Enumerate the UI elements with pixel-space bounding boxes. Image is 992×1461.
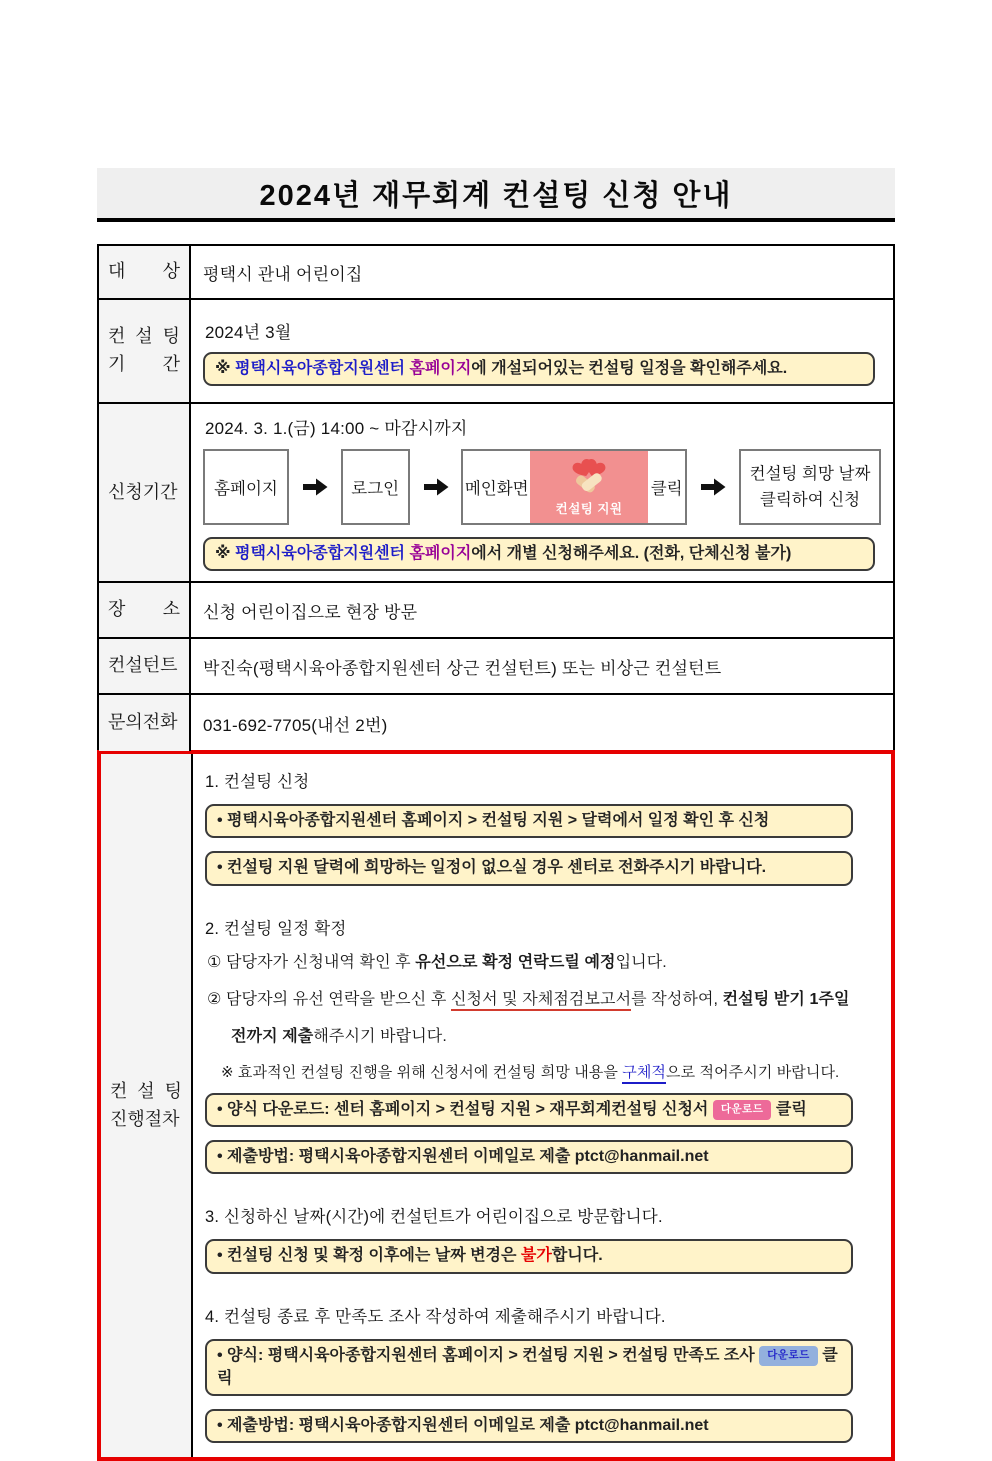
center-name: 평택시육아종합지원센터 xyxy=(235,359,410,377)
row-apply-header xyxy=(99,404,191,581)
procedure-content xyxy=(193,754,891,1457)
procedure-note: • 평택시육아종합지원센터 홈페이지 > 컨설팅 지원 > 달력에서 일정 확인 후 신청 xyxy=(205,804,853,838)
flow-step-label: 홈페이지 xyxy=(214,480,278,498)
flow-step-label: 컨설팅 희망 날짜 xyxy=(749,464,871,483)
row-procedure xyxy=(97,750,895,1461)
consulting-support-panel xyxy=(530,451,648,523)
note-mark: ※ xyxy=(215,359,235,377)
procedure-note-no-change: • 컨설팅 신청 및 확정 이후에는 날짜 변경은 불가합니다. xyxy=(205,1239,853,1273)
apply-datetime: 2024. 3. 1.(금) 14:00 ~ 마감시까지 xyxy=(205,419,468,438)
procedure-note-download: • 양식 다운로드: 센터 홈페이지 > 컨설팅 지원 > 재무회계컨설팅 신청서 다운로드 클릭 xyxy=(205,1093,853,1127)
flow-step-label: 클릭 xyxy=(650,480,683,498)
period-note xyxy=(203,352,875,386)
procedure-note: • 컨설팅 지원 달력에 희망하는 일정이 없으실 경우 센터로 전화주시기 바랍니다. xyxy=(205,851,853,885)
arrow-right-icon xyxy=(289,476,341,498)
row-label: 장 소 xyxy=(108,599,180,620)
row-target-header xyxy=(99,246,191,298)
period-value: 2024년 3월 xyxy=(205,322,292,342)
download-badge: 다운로드 xyxy=(759,1346,818,1366)
flow-step-label: 클릭하여 신청 xyxy=(759,491,861,509)
row-phone-header xyxy=(99,695,191,751)
row-target-value-cell xyxy=(191,246,893,298)
row-place xyxy=(97,581,895,639)
row-label: 컨 설 팅 xyxy=(108,326,180,347)
flow-step-choose-date xyxy=(739,449,881,525)
title-bar xyxy=(97,168,895,222)
procedure-step-2-title: 2. 컨설팅 일정 확정 xyxy=(205,919,347,938)
consulting-support-caption: 컨설팅 지원 xyxy=(555,501,623,516)
homepage-word: 홈페이지 xyxy=(409,545,472,562)
center-name: 평택시육아종합지원센터 xyxy=(235,545,410,562)
note-mark: ※ xyxy=(215,545,235,562)
procedure-line-2b: 전까지 제출해주시기 바랍니다. xyxy=(231,1027,447,1045)
row-consultant xyxy=(97,637,895,695)
flow-step-homepage xyxy=(203,449,289,525)
row-label: 대 상 xyxy=(108,261,180,282)
page-title: 2024년 재무회계 컨설팅 신청 안내 xyxy=(259,179,733,212)
procedure-line-1: ① 담당자가 신청내역 확인 후 유선으로 확정 연락드릴 예정입니다. xyxy=(207,953,667,971)
row-consultant-value-cell xyxy=(191,639,893,693)
row-target xyxy=(97,244,895,300)
procedure-note-survey-download: • 양식: 평택시육아종합지원센터 홈페이지 > 컨설팅 지원 > 컨설팅 만족도 조사 다운로드 클릭 xyxy=(205,1339,853,1396)
procedure-note-submit: • 제출방법: 평택시육아종합지원센터 이메일로 제출 ptct@hanmail.net xyxy=(205,1140,853,1174)
flow-step-label: 로그인 xyxy=(351,480,400,498)
row-period-value-cell xyxy=(191,300,893,402)
row-apply xyxy=(97,402,895,583)
row-label: 문의전화 xyxy=(108,712,178,733)
phone-value: 031-692-7705(내선 2번) xyxy=(203,715,388,735)
procedure-line-2a: ② 담당자의 유선 연락을 받으신 후 신청서 및 자체점검보고서를 작성하여, 컨설팅 받기 1주일 xyxy=(207,988,881,1012)
document-page xyxy=(97,0,895,1461)
row-label: 컨설턴트 xyxy=(108,655,178,676)
target-value: 평택시 관내 어린이집 xyxy=(203,264,363,284)
info-table xyxy=(97,244,895,1461)
consultant-value: 박진숙(평택시육아종합지원센터 상근 컨설턴트) 또는 비상근 컨설턴트 xyxy=(203,658,722,678)
download-badge: 다운로드 xyxy=(713,1100,772,1120)
flow-step-label: 메인화면 xyxy=(464,480,529,498)
row-period xyxy=(97,298,895,404)
note-rest: 에서 개별 신청해주세요. (전화, 단체신청 불가) xyxy=(471,545,792,562)
procedure-line-3: ※ 효과적인 컨설팅 진행을 위해 신청서에 컨설팅 희망 내용을 구체적으로 적어주시기 바랍니다. xyxy=(207,1062,881,1085)
procedure-step-1-title: 1. 컨설팅 신청 xyxy=(205,773,310,792)
arrow-right-icon xyxy=(687,476,739,498)
arrow-right-icon xyxy=(410,476,462,498)
flow-step-login xyxy=(341,449,410,525)
handshake-hearts-icon xyxy=(567,458,611,498)
row-period-header xyxy=(99,300,191,402)
row-phone xyxy=(97,693,895,753)
row-place-header xyxy=(99,583,191,637)
flow-step-main-screen xyxy=(461,449,687,525)
place-value: 신청 어린이집으로 현장 방문 xyxy=(203,602,418,622)
homepage-word: 홈페이지 xyxy=(409,359,472,377)
row-label: 컨 설 팅 xyxy=(110,1080,182,1101)
row-procedure-header xyxy=(101,754,193,1457)
procedure-step-4-title: 4. 컨설팅 종료 후 만족도 조사 작성하여 제출해주시기 바랍니다. xyxy=(205,1307,666,1326)
row-apply-value-cell xyxy=(191,404,893,581)
application-flow xyxy=(203,449,881,525)
row-consultant-header xyxy=(99,639,191,693)
row-label: 진행절차 xyxy=(110,1108,180,1129)
apply-note xyxy=(203,537,875,571)
row-phone-value-cell xyxy=(191,695,893,751)
row-label: 기 간 xyxy=(108,354,180,374)
row-label: 신청기간 xyxy=(108,481,178,502)
procedure-step-3-title: 3. 신청하신 날짜(시간)에 컨설턴트가 어린이집으로 방문합니다. xyxy=(205,1208,663,1227)
note-rest: 에 개설되어있는 컨설팅 일정을 확인해주세요. xyxy=(471,359,788,377)
procedure-note-survey-submit: • 제출방법: 평택시육아종합지원센터 이메일로 제출 ptct@hanmail.net xyxy=(205,1409,853,1443)
row-place-value-cell xyxy=(191,583,893,637)
